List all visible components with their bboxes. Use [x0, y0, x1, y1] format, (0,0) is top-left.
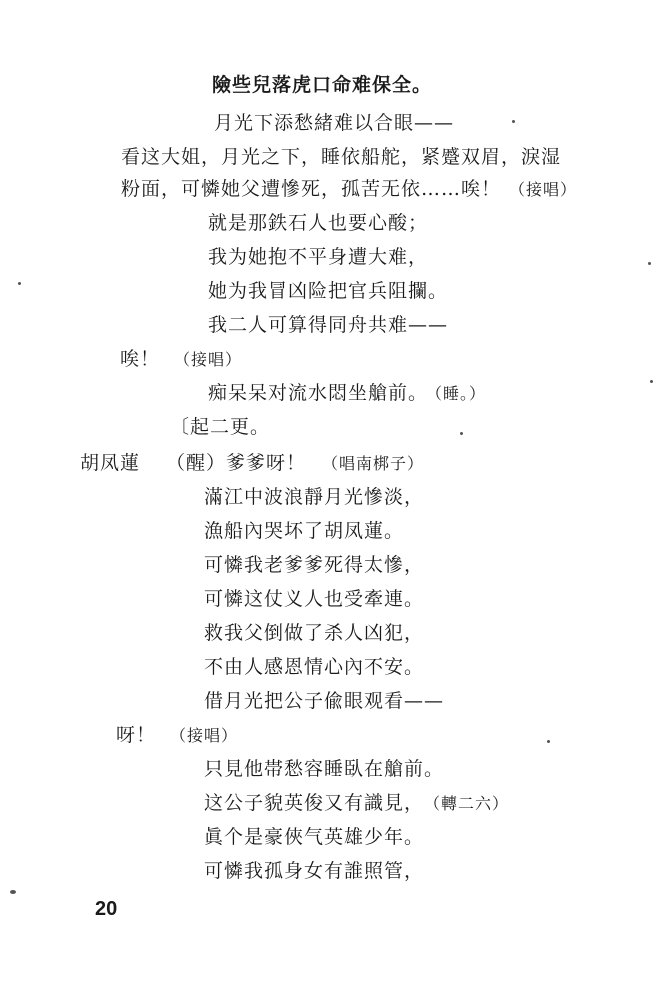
stage-direction: （轉二六） [432, 794, 510, 813]
stage-direction: （睡。） [434, 384, 487, 403]
exclamation: 唉！ [120, 348, 161, 370]
scan-speck [460, 432, 463, 435]
verse-line: 可憐我孤身女有誰照管， [204, 860, 425, 882]
verse-line: 就是那鉄石人也要心酸； [208, 212, 429, 234]
verse-line: 她为我冒凶险把官兵阻攔。 [208, 280, 449, 302]
verse-line: 借月光把公子偸眼观看—— [204, 690, 445, 712]
prose-line: 看这大姐，月光之下，睡依船舵，紧蹙双眉，淚湿 [121, 146, 562, 168]
dialogue-line [120, 346, 242, 373]
stage-direction-line: 〔起二更。 [170, 416, 271, 438]
stage-direction: （接唱） [170, 726, 239, 745]
stage-direction: （唱南梆子） [322, 454, 425, 473]
verse-line: 滿江中波浪靜月光慘淡， [204, 486, 425, 508]
verse-line: 救我父倒做了杀人凶犯， [204, 622, 425, 644]
speaker-name: 胡凤蓮 [80, 452, 141, 474]
scan-speck [10, 890, 16, 894]
speaker-line [80, 450, 424, 477]
verse-line [208, 380, 486, 407]
verse-line: 我为她抱不平身遭大难， [208, 246, 429, 268]
verse-text: 这公子貌英俊又有識見， [204, 792, 425, 814]
dialogue-line [116, 722, 238, 749]
stage-direction: （接唱） [174, 350, 243, 369]
verse-text: 痴呆呆对流水悶坐艙前。 [208, 382, 429, 404]
verse-line: 險些兒落虎口命难保全。 [212, 74, 433, 96]
page-number: 20 [95, 898, 118, 920]
verse-line: 不由人感恩情心內不安。 [204, 656, 425, 678]
scan-speck [512, 120, 515, 123]
dialogue-text: （醒）爹爹呀！ [166, 452, 307, 474]
verse-line: 眞个是豪俠气英雄少年。 [204, 826, 425, 848]
stage-direction: （接唱） [509, 180, 578, 199]
verse-line: 漁船內哭坏了胡凤蓮。 [204, 520, 405, 542]
scan-speck [18, 282, 21, 285]
scan-speck [547, 740, 550, 743]
verse-line: 可憐我老爹爹死得太慘， [204, 554, 425, 576]
verse-line: 可憐这仗义人也受牽連。 [204, 588, 425, 610]
exclamation: 呀！ [116, 724, 157, 746]
prose-text: 粉面，可憐她父遭慘死，孤苦无依……唉！ [121, 178, 502, 200]
verse-line: 月光下添愁緒难以合眼—— [214, 112, 455, 134]
verse-line [204, 790, 509, 817]
scan-speck [648, 262, 651, 265]
prose-line [121, 176, 577, 203]
scan-speck [650, 380, 653, 383]
verse-line: 我二人可算得同舟共难—— [208, 314, 449, 336]
verse-line: 只見他帯愁容睡臥在艙前。 [204, 758, 445, 780]
